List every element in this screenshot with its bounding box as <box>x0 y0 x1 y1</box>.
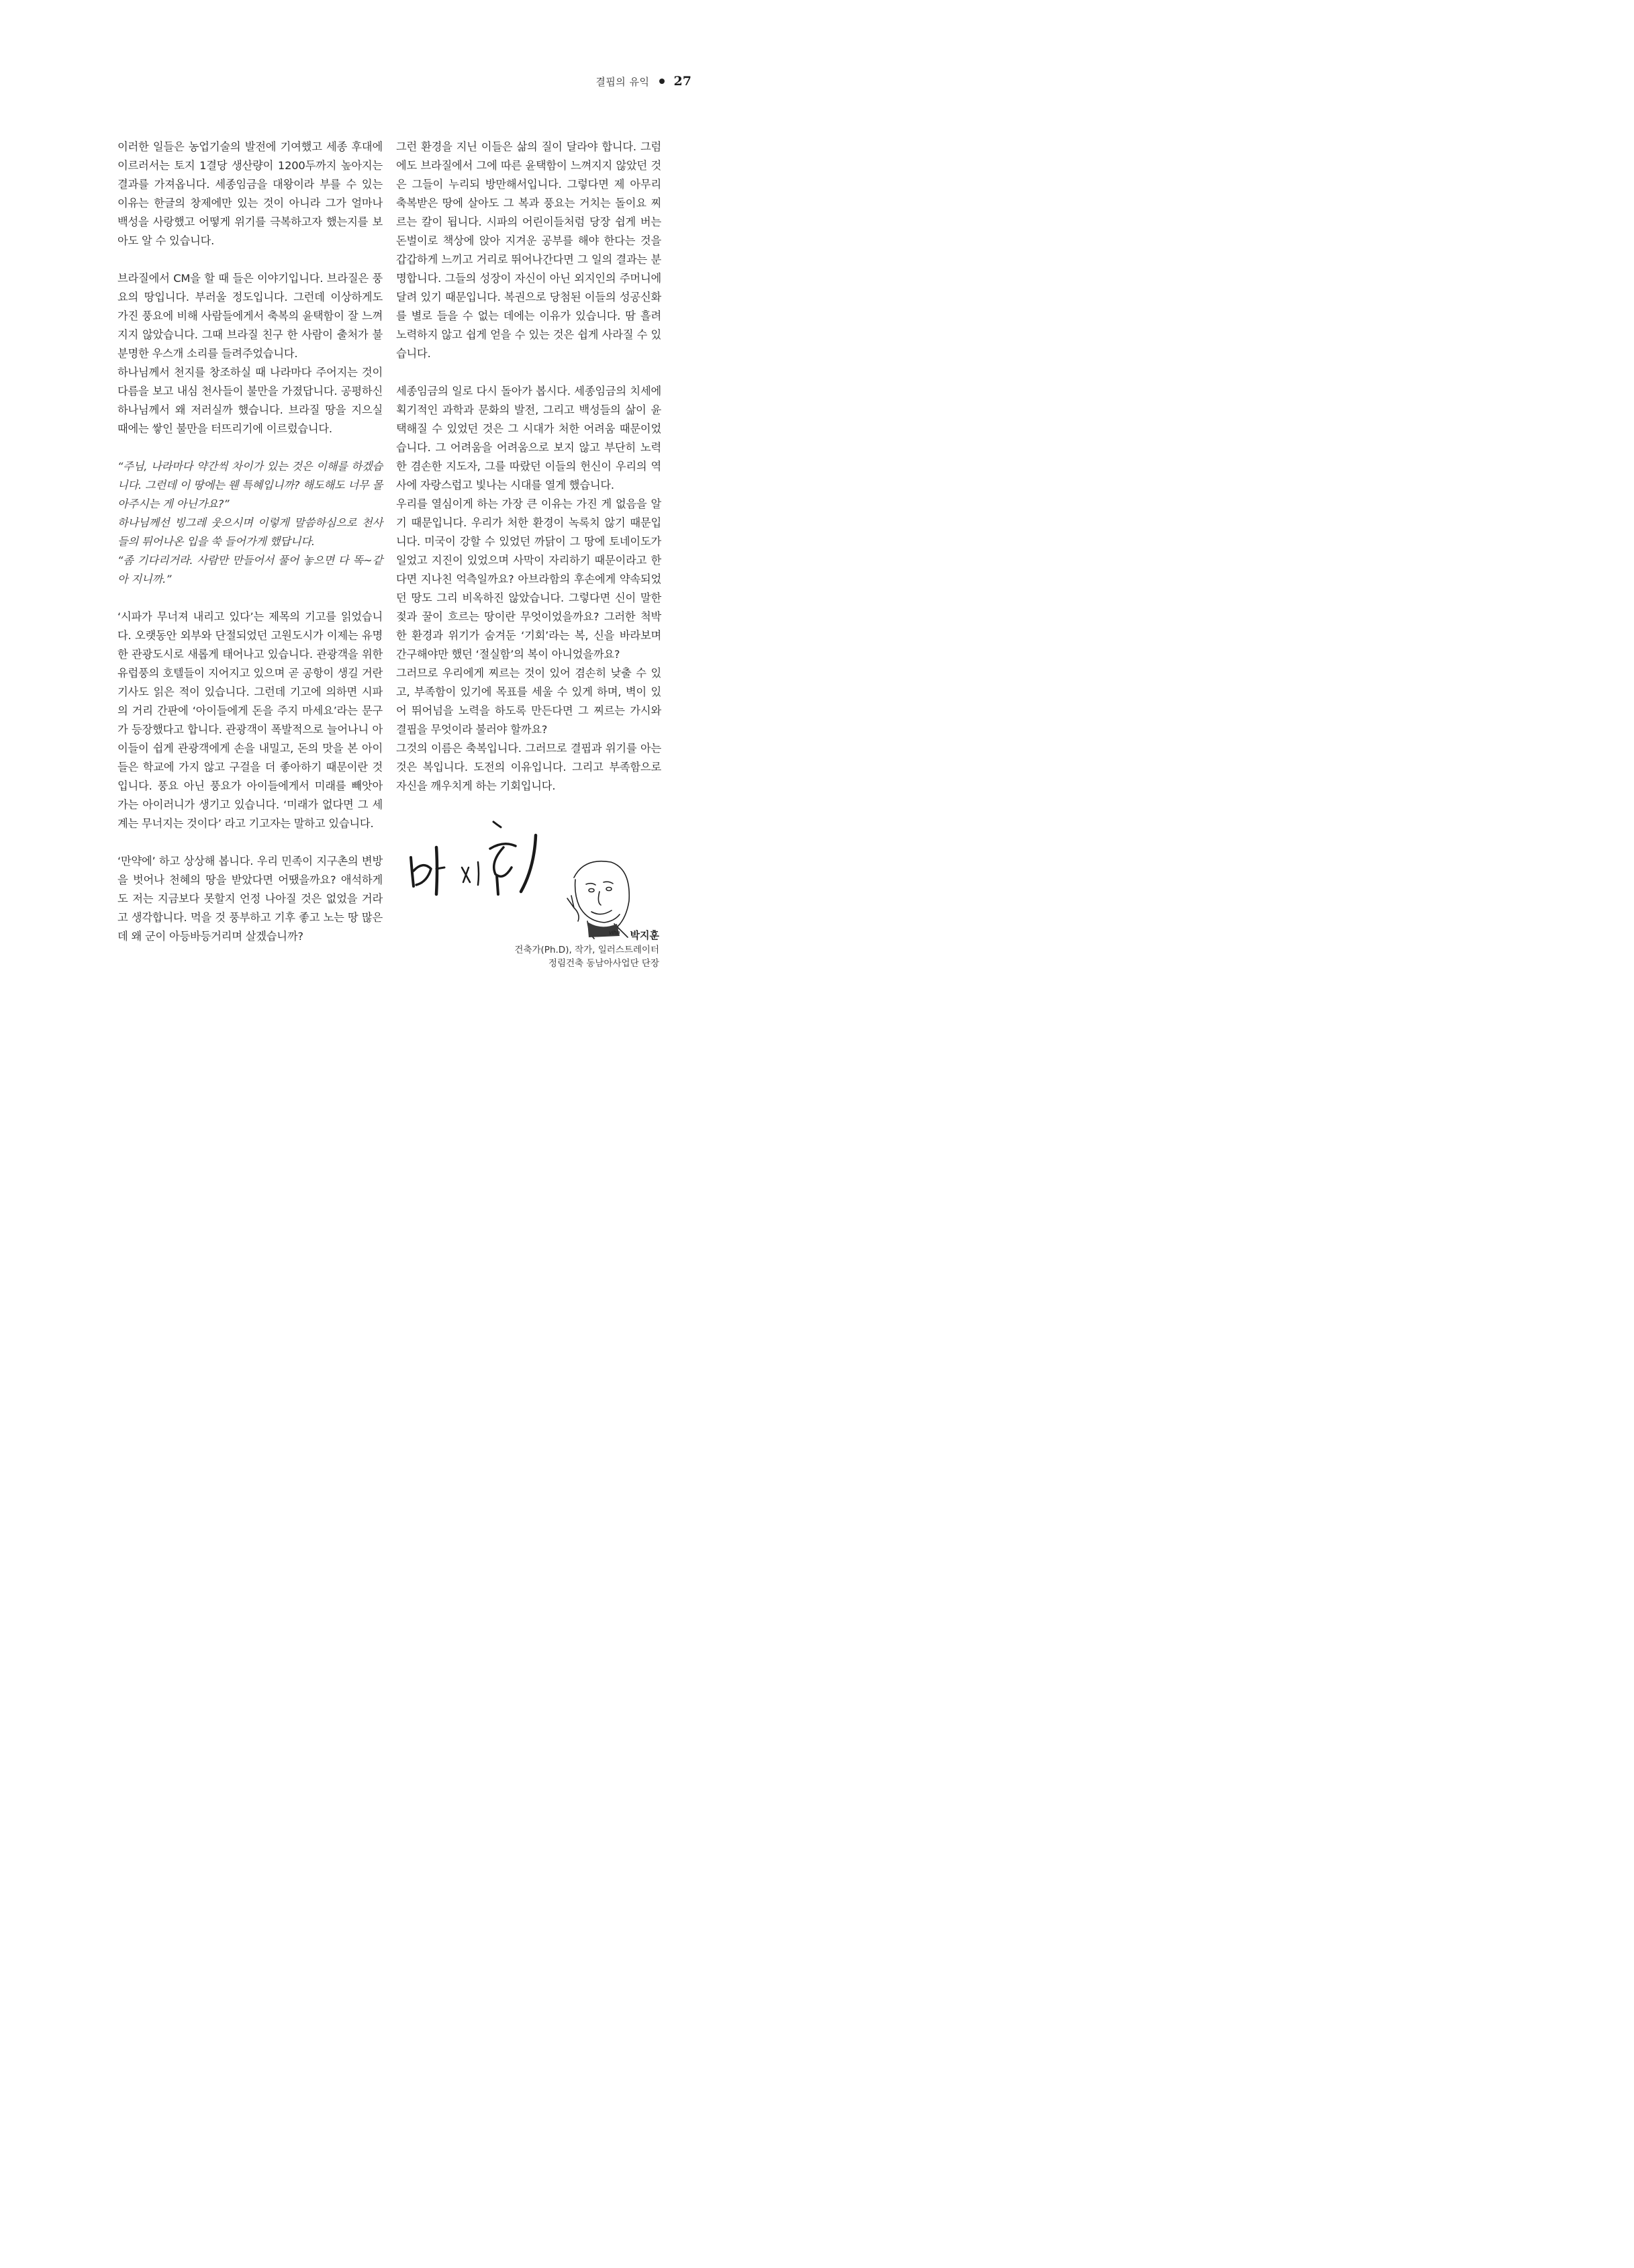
author-caricature-illustration <box>547 854 641 941</box>
author-name: 박지훈 <box>630 929 659 941</box>
paragraph: 하나님께서 천지를 창조하실 때 나라마다 주어지는 것이 다름을 보고 내심 천사들이 불만을 가졌답니다. 공평하신 하나님께서 왜 저러실까 했습니다. 브라질 땅을 지으실 때에는 쌓인 불만을 터뜨리기에 이르렀습니다. <box>117 366 383 435</box>
paragraph: 이러한 일들은 농업기술의 발전에 기여했고 세종 후대에 이르러서는 토지 1결당 생산량이 1200두까지 높아지는 결과를 가져옵니다. 세종임금을 대왕이라 부를 수 있는 이유는 한글의 창제에만 있는 것이 아니라 그가 얼마나 백성을 사랑했고 어떻게 위기를 극복하고자 했는지를 보아도 알 수 있습니다. <box>117 140 383 247</box>
quote-paragraph: 하나님께선 빙그레 웃으시며 이렇게 말씀하심으로 천사들의 튀어나온 입을 쑥 들어가게 했답니다. <box>117 516 383 548</box>
section-title: 결핍의 유익 <box>595 75 650 88</box>
author-info <box>514 943 659 970</box>
left-column <box>117 138 383 946</box>
paragraph: 브라질에서 CM을 할 때 들은 이야기입니다. 브라질은 풍요의 땅입니다. 부러울 정도입니다. 그런데 이상하게도 가진 풍요에 비해 사람들에게서 축복의 윤택함이 잘 느껴지지 않았습니다. 그때 브라질 친구 한 사람이 출처가 불분명한 우스개 소리를 들려주었습니다. <box>117 272 383 360</box>
paragraph: 그것의 이름은 축복입니다. 그러므로 결핍과 위기를 아는 것은 복입니다. 도전의 이유입니다. 그리고 부족함으로 자신을 깨우치게 하는 기회입니다. <box>396 742 661 792</box>
paragraph: ‘시파가 무너져 내리고 있다’는 제목의 기고를 읽었습니다. 오랫동안 외부와 단절되었던 고원도시가 이제는 유명한 관광도시로 새롭게 태어나고 있습니다. 관광객을 위한 유럽풍의 호텔들이 지어지고 있으며 곧 공항이 생길 거란 기사도 읽은 적이 있습니다. 그런데 기고에 의하면 시파의 거리 간판에 ‘아이들에게 돈을 주지 마세요’라는 문구가 등장했다고 합니다. 관광객이 폭발적으로 늘어나니 아이들이 쉽게 관광객에게 손을 내밀고, 돈의 맛을 본 아이들은 학교에 가지 않고 구걸을 더 좋아하기 때문이란 것입니다. 풍요 아닌 풍요가 아이들에게서 미래를 빼앗아 가는 아이러니가 생기고 있습니다. ‘미래가 없다면 그 세계는 무너지는 것이다’ 라고 기고자는 말하고 있습니다. <box>117 610 383 830</box>
running-header <box>595 74 691 89</box>
paragraph: 그러므로 우리에게 찌르는 것이 있어 겸손히 낮출 수 있고, 부족함이 있기에 목표를 세울 수 있게 하며, 벽이 있어 뛰어넘을 노력을 하도록 만든다면 그 찌르는 가시와 결핍을 무엇이라 불러야 할까요? <box>396 667 661 736</box>
quote-paragraph: “좀 기다리거라. 사람만 만들어서 풀어 놓으면 다 똑~같아 지니까.” <box>117 554 383 585</box>
author-title: 건축가(Ph.D), 작가, 일러스트레이터 <box>514 945 659 955</box>
paragraph: 그런 환경을 지닌 이들은 삶의 질이 달라야 합니다. 그럼에도 브라질에서 그에 따른 윤택함이 느껴지지 않았던 것은 그들이 누리되 방만해서입니다. 그렇다면 제 아무리 축복받은 땅에 살아도 그 복과 풍요는 거치는 돌이요 찌르는 칼이 됩니다. 시파의 어린이들처럼 당장 쉽게 버는 돈벌이로 책상에 앉아 지겨운 공부를 해야 한다는 것을 갑갑하게 느끼고 거리로 뛰어나간다면 그 일의 결과는 분명합니다. 그들의 성장이 자신이 아닌 외지인의 주머니에 달려 있기 때문입니다. 복권으로 당첨된 이들의 성공신화를 별로 들을 수 없는 데에는 이유가 있습니다. 땀 흘려 노력하지 않고 쉽게 얻을 수 있는 것은 쉽게 사라질 수 있습니다. <box>396 140 661 360</box>
page-number: 27 <box>673 74 691 89</box>
quote-paragraph: “주님, 나라마다 약간씩 차이가 있는 것은 이해를 하겠습니다. 그런데 이 땅에는 웬 특혜입니까? 해도해도 너무 몰아주시는 게 아닌가요?” <box>117 460 383 510</box>
author-position: 정림건축 동남아사업단 단장 <box>548 958 659 969</box>
paragraph: 세종임금의 일로 다시 돌아가 봅시다. 세종임금의 치세에 획기적인 과학과 문화의 발전, 그리고 백성들의 삶이 윤택해질 수 있었던 것은 그 시대가 처한 어려움 때문이었습니다. 그 어려움을 어려움으로 보지 않고 부단히 노력한 겸손한 지도자, 그를 따랐던 이들의 헌신이 우리의 역사에 자랑스럽고 빛나는 시대를 열게 했습니다. <box>396 385 661 491</box>
author-signature <box>403 820 557 901</box>
paragraph: 우리를 열심이게 하는 가장 큰 이유는 가진 게 없음을 알기 때문입니다. 우리가 처한 환경이 녹록치 않기 때문입니다. 미국이 강할 수 있었던 까닭이 그 땅에 토네이도가 일었고 지진이 있었으며 사막이 자리하기 때문이라고 한다면 지나친 억측일까요? 아브라함의 후손에게 약속되었던 땅도 그리 비옥하진 않았습니다. 그렇다면 신이 말한 젖과 꿀이 흐르는 땅이란 무엇이었을까요? 그러한 척박한 환경과 위기가 숨겨둔 ‘기회’라는 복, 신을 바라보며 간구해야만 했던 ‘절실함’의 복이 아니었을까요? <box>396 498 661 661</box>
right-column <box>396 138 661 796</box>
paragraph: ‘만약에’ 하고 상상해 봅니다. 우리 민족이 지구촌의 변방을 벗어나 천혜의 땅을 받았다면 어땠을까요? 애석하게도 저는 지금보다 못할지 언정 나아질 것은 없었을 거라고 생각합니다. 먹을 것 풍부하고 기후 좋고 노는 땅 많은데 왜 군이 아등바등거리며 살겠습니까? <box>117 855 383 943</box>
illustration-signature: vihn <box>609 929 620 936</box>
bullet-dot-icon <box>659 79 665 84</box>
